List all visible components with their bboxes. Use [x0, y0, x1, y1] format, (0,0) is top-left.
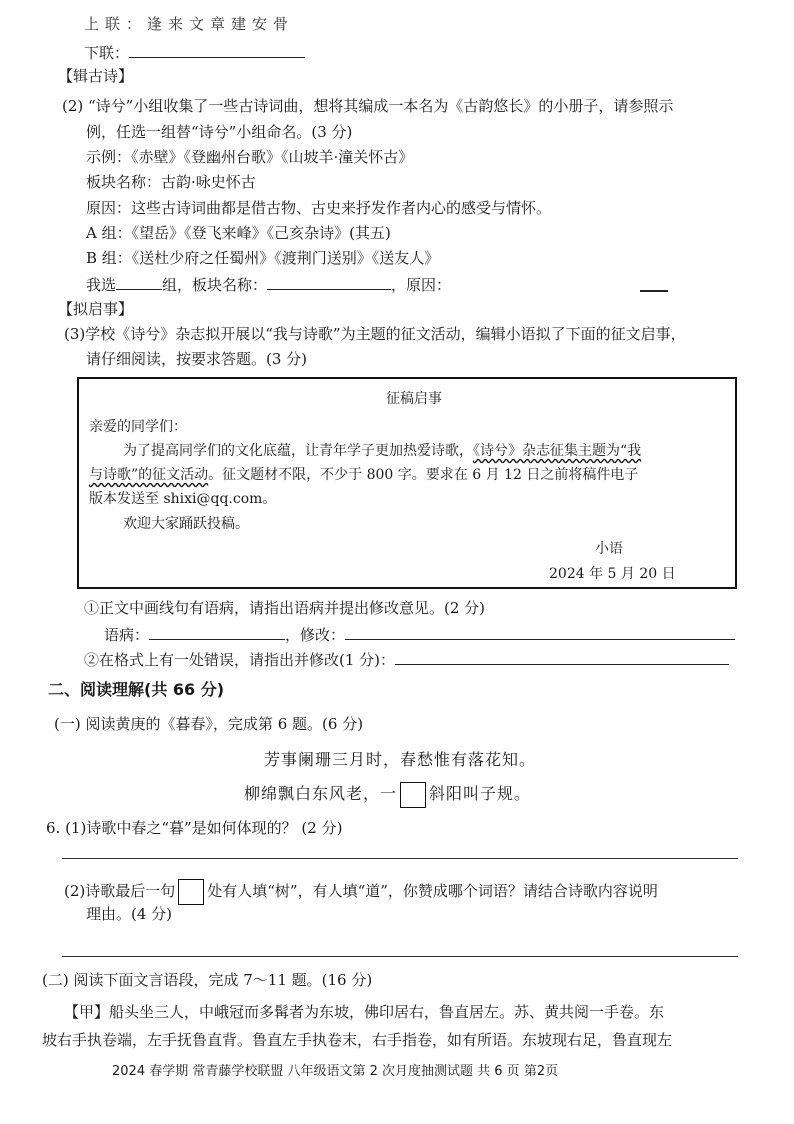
section2-heading: 二、阅读理解(共 66 分): [48, 680, 225, 699]
poem-line2-a: 柳绵飘白东风老，一: [244, 784, 398, 803]
reason-blank-stroke: [640, 290, 668, 292]
notice-underlined-sentence-a: 《诗兮》杂志征集主题为“我: [473, 443, 642, 459]
q6-2-box: [178, 879, 204, 905]
notice-body-line3: 版本发送至 shixi@qq.com。: [89, 491, 277, 507]
classical-text-line1: 【甲】船头坐三人，中峨冠而多髯者为东坡，佛印居右，鲁直居左。苏、黄共阅一手卷。东: [64, 1003, 665, 1021]
q6-2-line1: [64, 878, 658, 905]
q6-2-answer-line[interactable]: [62, 956, 738, 957]
section-ni-qi-shi: 【拟启事】: [58, 300, 134, 318]
block-name-label: 组，板块名称：: [162, 276, 268, 294]
notice-title: 征稿启事: [386, 391, 442, 407]
q6-2-b: 处有人填“树”，有人填“道”，你赞成哪个词语？请结合诗歌内容说明: [207, 882, 658, 900]
notice-salutation: 亲爱的同学们：: [89, 419, 187, 435]
notice-welcome: 欢迎大家踊跃投稿。: [123, 516, 249, 532]
classical-text-line2: 坡右手执卷端，左手抚鲁直背。鲁直左手执卷末，右手指卷，如有所语。东坡现右足，鲁直现左: [42, 1031, 673, 1049]
grammar-error-label: 语病：: [104, 626, 150, 644]
notice-underlined-sentence-b: 与诗歌”的征文活动: [89, 467, 209, 483]
q3-text-line1: (3)学校《诗兮》杂志拟开展以“我与诗歌”为主题的征文活动，编辑小语拟了下面的征文启事，: [64, 325, 686, 343]
q2-text-line2: 例，任选一组替“诗兮”小组命名。(3 分): [86, 123, 353, 141]
q2-example: 示例：《赤壁》《登幽州台歌》《山坡羊·潼关怀古》: [86, 148, 414, 166]
notice-body-line2-b: 。征文题材不限，不少于 800 字。要求在 6 月 12 日之前将稿件电子: [208, 467, 639, 483]
q2-group-b: B 组：《送杜少府之任蜀州》《渡荆门送别》《送友人》: [86, 249, 440, 267]
lower-couplet-row: [84, 42, 305, 63]
q6-2-a: (2)诗歌最后一句: [64, 882, 176, 900]
notice-body-line1-a: 为了提高同学们的文化底蕴，让青年学子更加热爱诗歌，: [123, 443, 473, 459]
notice-date: 2024 年 5 月 20 日: [549, 566, 676, 582]
lower-couplet-blank[interactable]: [129, 42, 305, 58]
notice-body-line2: [89, 465, 638, 485]
choose-label: 我选: [86, 276, 117, 294]
revision-label: ，修改：: [285, 626, 346, 644]
notice-body-line1: [123, 441, 641, 461]
lower-couplet-label: 下联：: [84, 44, 130, 62]
q6-1-answer-line[interactable]: [62, 858, 738, 859]
cut-off-upper-couplet: 上联：逢来文章建安骨: [84, 15, 295, 33]
block-name-blank[interactable]: [267, 274, 391, 290]
notice-box: [77, 377, 737, 589]
format-error-blank[interactable]: [395, 649, 729, 665]
q3-text-line2: 请仔细阅读，按要求答题。(3 分): [86, 350, 308, 368]
poem-line2-b: 斜阳叫子规。: [429, 784, 532, 803]
notice-signer: 小语: [595, 541, 623, 557]
poem-line1: 芳事阑珊三月时，春愁惟有落花知。: [264, 750, 537, 769]
poem-missing-word-box[interactable]: [400, 782, 426, 808]
page-footer: 2024 春学期 常青藤学校联盟 八年级语文第 2 次月度抽测试题 共 6 页 第2页: [112, 1064, 559, 1079]
notice-q1: ①正文中画线句有语病，请指出语病并提出修改意见。(2 分): [84, 599, 486, 617]
notice-q2-row: [84, 649, 729, 670]
notice-q1-answer-row: [104, 624, 735, 645]
revision-blank[interactable]: [345, 624, 735, 640]
reason-blank[interactable]: [451, 275, 681, 290]
q2-example-block-name: 板块名称：古韵·咏史怀古: [86, 173, 256, 191]
q6-2-line2: 理由。(4 分): [86, 905, 173, 923]
part1-heading: (一) 阅读黄庚的《暮春》，完成第 6 题。(6 分): [54, 715, 364, 733]
q2-text-line1: (2) “诗兮”小组收集了一些古诗词曲，想将其编成一本名为《古韵悠长》的小册子，请参照示: [62, 97, 674, 115]
poem-line2: [244, 780, 531, 808]
q6-1: 6. (1)诗歌中春之“暮”是如何体现的？ (2 分): [46, 819, 343, 837]
reason-label: ，原因：: [391, 276, 452, 294]
q2-answer-row: [86, 274, 681, 295]
grammar-error-blank[interactable]: [149, 624, 285, 640]
section-ji-gu-shi: 【辑古诗】: [58, 67, 134, 85]
q2-example-reason: 原因：这些古诗词曲都是借古物、古史来抒发作者内心的感受与情怀。: [86, 199, 552, 217]
group-choice-blank[interactable]: [116, 274, 162, 290]
part2-heading: (二) 阅读下面文言语段，完成 7～11 题。(16 分): [42, 971, 373, 989]
q2-group-a: A 组：《望岳》《登飞来峰》《己亥杂诗》(其五): [86, 224, 391, 242]
notice-q2: ②在格式上有一处错误，请指出并修改(1 分)：: [84, 651, 396, 669]
